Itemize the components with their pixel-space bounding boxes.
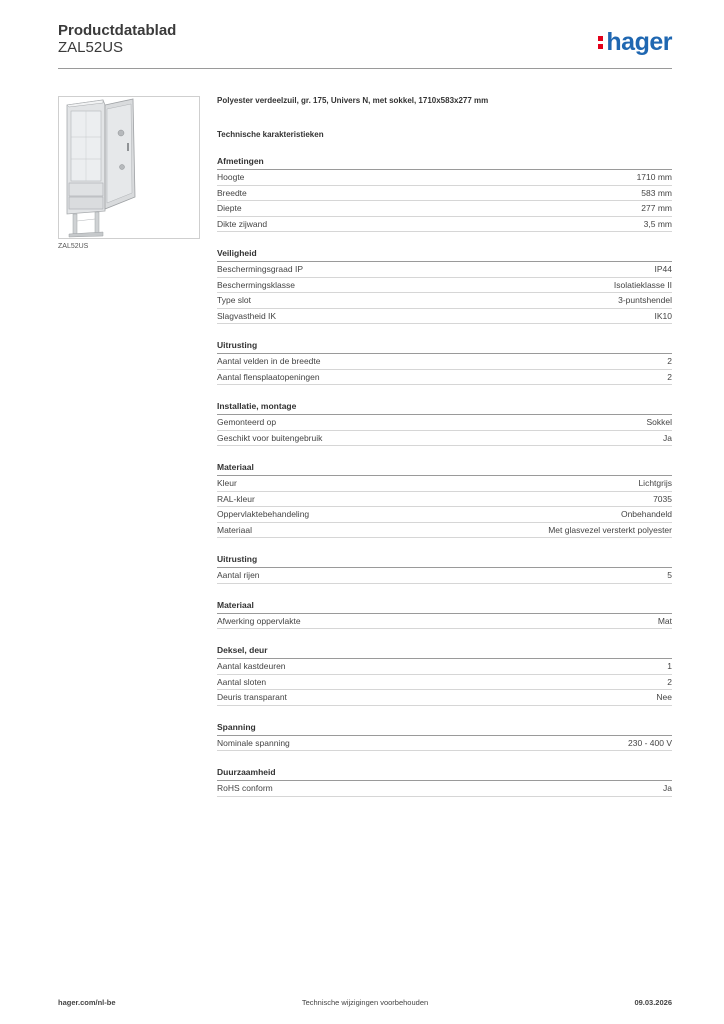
spec-label: Oppervlaktebehandeling bbox=[217, 509, 310, 519]
spec-group bbox=[217, 462, 672, 538]
spec-value: 7035 bbox=[653, 493, 672, 504]
spec-value: Met glasvezel versterkt polyester bbox=[548, 524, 672, 535]
header-divider bbox=[58, 68, 672, 69]
spec-group bbox=[217, 767, 672, 797]
product-code: ZAL52US bbox=[58, 39, 124, 56]
spec-row bbox=[217, 431, 672, 447]
spec-label: Aantal flensplaatopeningen bbox=[217, 371, 320, 382]
spec-label: Deuris transparant bbox=[217, 692, 287, 702]
spec-row bbox=[217, 523, 672, 539]
spec-label: Nominale spanning bbox=[217, 737, 290, 748]
spec-row bbox=[217, 370, 672, 386]
footer-date: 09.03.2026 bbox=[634, 998, 672, 1007]
spec-row bbox=[217, 278, 672, 294]
spec-label: RoHS conform bbox=[217, 783, 273, 793]
spec-group-title: Uitrusting bbox=[217, 554, 672, 568]
spec-value: 2 bbox=[667, 371, 672, 382]
spec-row bbox=[217, 293, 672, 309]
spec-label: Beschermingsklasse bbox=[217, 279, 295, 290]
distribution-cabinet-icon bbox=[59, 97, 199, 238]
spec-value: Sokkel bbox=[646, 417, 672, 427]
spec-value: IK10 bbox=[654, 310, 672, 321]
spec-group bbox=[217, 645, 672, 706]
spec-row bbox=[217, 736, 672, 752]
spec-row bbox=[217, 675, 672, 691]
spec-value: 1 bbox=[667, 661, 672, 671]
spec-label: Diepte bbox=[217, 203, 242, 213]
spec-value: Isolatieklasse II bbox=[613, 279, 672, 290]
spec-group-title: Duurzaamheid bbox=[217, 767, 672, 781]
footer-website-link[interactable]: hager.com/nl-be bbox=[58, 998, 116, 1007]
spec-label: Dikte zijwand bbox=[217, 218, 268, 229]
spec-group-title: Installatie, montage bbox=[217, 401, 672, 415]
spec-label: Hoogte bbox=[217, 172, 245, 182]
spec-label: Aantal velden in de breedte bbox=[217, 356, 321, 366]
spec-row bbox=[217, 217, 672, 233]
spec-group-title: Veiligheid bbox=[217, 248, 672, 262]
spec-value: 277 mm bbox=[641, 203, 672, 213]
page-header bbox=[58, 22, 672, 57]
spec-value: Onbehandeld bbox=[620, 509, 672, 519]
spec-label: Type slot bbox=[217, 295, 252, 305]
spec-row bbox=[217, 309, 672, 325]
spec-row bbox=[217, 659, 672, 675]
spec-group-title: Afmetingen bbox=[217, 156, 672, 170]
spec-row bbox=[217, 568, 672, 584]
spec-group bbox=[217, 248, 672, 324]
spec-group bbox=[217, 600, 672, 630]
spec-row bbox=[217, 690, 672, 706]
spec-group bbox=[217, 156, 672, 232]
spec-label: Slagvastheid IK bbox=[217, 310, 277, 321]
spec-group bbox=[217, 554, 672, 584]
spec-label: Afwerking oppervlakte bbox=[217, 615, 301, 626]
spec-row bbox=[217, 186, 672, 202]
spec-label: RAL-kleur bbox=[217, 493, 255, 504]
footer-disclaimer: Technische wijzigingen voorbehouden bbox=[301, 998, 429, 1007]
logo-mark-icon bbox=[598, 34, 603, 50]
spec-value: Mat bbox=[657, 615, 672, 626]
spec-value: Lichtgrijs bbox=[638, 478, 672, 488]
spec-label: Gemonteerd op bbox=[217, 417, 277, 427]
spec-label: Kleur bbox=[217, 478, 237, 488]
spec-row bbox=[217, 201, 672, 217]
spec-row bbox=[217, 476, 672, 492]
spec-value: 2 bbox=[667, 676, 672, 687]
product-details bbox=[217, 96, 672, 797]
spec-value: IP44 bbox=[654, 264, 672, 274]
spec-value: 3-puntshendel bbox=[618, 295, 672, 305]
spec-label: Breedte bbox=[217, 187, 247, 198]
spec-group-title: Materiaal bbox=[217, 462, 672, 476]
hager-logo[interactable] bbox=[598, 28, 672, 57]
spec-value: 1710 mm bbox=[636, 172, 672, 182]
product-description: Polyester verdeelzuil, gr. 175, Univers N, met sokkel, 1710x583x277 mm bbox=[217, 96, 489, 105]
spec-group-title: Deksel, deur bbox=[217, 645, 672, 659]
spec-row bbox=[217, 170, 672, 186]
spec-group-title: Materiaal bbox=[217, 600, 672, 614]
spec-label: Materiaal bbox=[217, 524, 252, 535]
spec-value: Nee bbox=[656, 692, 672, 702]
product-image bbox=[58, 96, 200, 239]
spec-label: Aantal sloten bbox=[217, 676, 267, 687]
spec-group bbox=[217, 340, 672, 385]
spec-group bbox=[217, 722, 672, 752]
spec-row bbox=[217, 415, 672, 431]
logo-text: hager bbox=[606, 28, 672, 56]
spec-value: 3,5 mm bbox=[643, 218, 672, 229]
spec-row bbox=[217, 354, 672, 370]
spec-value: Ja bbox=[663, 783, 672, 793]
spec-label: Aantal kastdeuren bbox=[217, 661, 286, 671]
spec-value: 230 - 400 V bbox=[628, 737, 672, 748]
spec-value: 583 mm bbox=[641, 187, 672, 198]
spec-label: Aantal rijen bbox=[217, 570, 260, 580]
section-heading: Technische karakteristieken bbox=[217, 130, 324, 139]
document-title: Productdatablad bbox=[58, 22, 177, 39]
spec-group-title: Uitrusting bbox=[217, 340, 672, 354]
spec-value: 5 bbox=[667, 570, 672, 580]
spec-row bbox=[217, 614, 672, 630]
spec-row bbox=[217, 492, 672, 508]
image-caption: ZAL52US bbox=[58, 243, 89, 250]
spec-label: Beschermingsgraad IP bbox=[217, 264, 303, 274]
spec-row bbox=[217, 262, 672, 278]
spec-row bbox=[217, 507, 672, 523]
spec-group bbox=[217, 401, 672, 446]
spec-value: Ja bbox=[663, 432, 672, 443]
spec-label: Geschikt voor buitengebruik bbox=[217, 432, 323, 443]
spec-group-title: Spanning bbox=[217, 722, 672, 736]
spec-row bbox=[217, 781, 672, 797]
spec-value: 2 bbox=[667, 356, 672, 366]
